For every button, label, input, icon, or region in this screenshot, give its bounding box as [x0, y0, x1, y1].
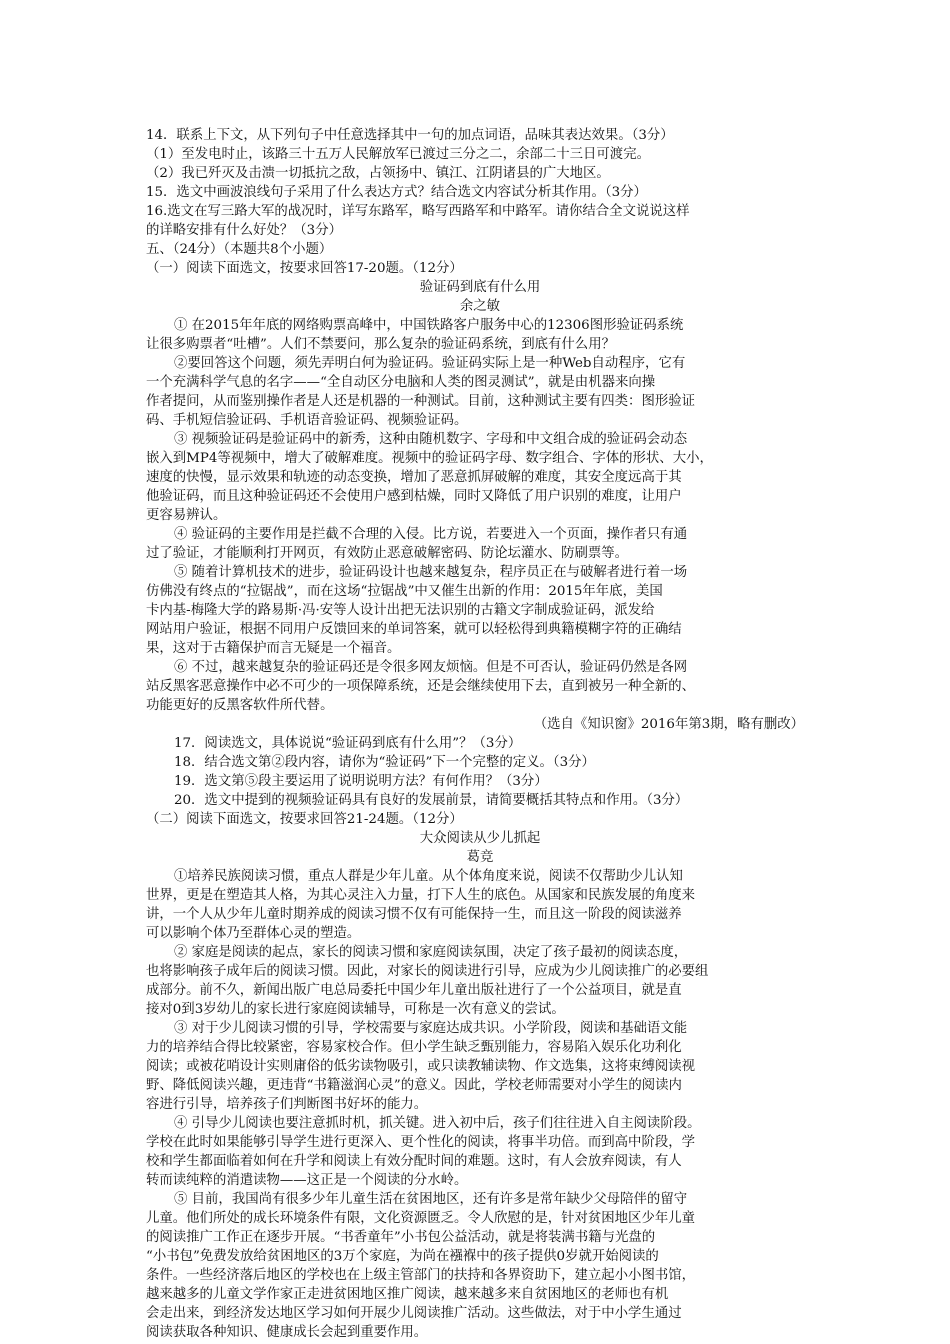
part-b-body — [146, 867, 814, 1304]
paragraph-line: 条件。一些经济落后地区的学校也在上级主管部门的扶持和各界资助下，建立起小小图书馆， — [146, 1268, 696, 1283]
part-a-author: 余之敏 — [459, 299, 501, 314]
part-b-intro: （二）阅读下面选文，按要求回答21-24题。（12分） — [146, 812, 463, 827]
question-20: 20．选文中提到的视频验证码具有良好的发展前景，请简要概括其特点和作用。（3分） — [174, 793, 689, 808]
paragraph-line: ③ 对于少儿阅读习惯的引导，学校需要与家庭达成共识。小学阶段，阅读和基础语文能 — [174, 1021, 688, 1036]
last-line-post: ，对于中小学生通过 — [561, 1306, 682, 1321]
paragraph-line: 他验证码，而且这种验证码还不会使用户感到枯燥，同时又降低了用户识别的难度，让用户 — [146, 489, 682, 504]
part-b-title: 大众阅读从少儿抓起 — [419, 831, 541, 846]
exam-page — [146, 126, 814, 1342]
paragraph-line: ①培养民族阅读习惯，重点人群是少年儿童。从个体角度来说，阅读不仅帮助少儿认知 — [174, 869, 683, 884]
paragraph-line: ④ 验证码的主要作用是拦截不合理的入侵。比方说，若要进入一个页面，操作者只有通 — [174, 527, 688, 542]
paragraph-line: 越来越多的儿童文学作家正走进贫困地区推广阅读，越来越多来自贫困地区的老师也有机 — [146, 1287, 669, 1302]
paragraph-line: 站反黑客恶意操作中必不可少的一项保障系统，还是会继续使用下去，直到被另一种全新的、 — [146, 679, 696, 694]
paragraph-line: 学校在此时如果能够引导学生进行更深入、更个性化的阅读，将事半功倍。而到高中阶段，学 — [146, 1135, 696, 1150]
paragraph-line: ④ 引导少儿阅读也要注意抓时机，抓关键。进入初中后，孩子们往往进入自主阅读阶段。 — [174, 1116, 701, 1131]
paragraph-line: 世界，更是在塑造其人格，为其心灵注入力量，打下人生的底色。从国家和民族发展的角度来 — [146, 888, 696, 903]
paragraph-line: ⑤ 随着计算机技术的进步，验证码设计也越来越复杂，程序员正在与破解者进行着一场 — [174, 565, 688, 580]
paragraph-line: 接对0到3岁幼儿的家长进行家庭阅读辅导，可称是一次有意义的尝试。 — [146, 1002, 565, 1017]
part-b-author: 葛竞 — [466, 850, 494, 865]
paragraph-line: ②要回答这个问题，须先弄明白何为验证码。验证码实际上是一种Web自动程序，它有 — [174, 356, 686, 371]
dotted-phrase: 这些做法 — [507, 1306, 562, 1321]
part-a-title: 验证码到底有什么用 — [419, 280, 541, 295]
question-18: 18．结合选文第②段内容，请你为“验证码”下一个完整的定义。（3分） — [174, 755, 595, 770]
paragraph-line: 儿童。他们所处的成长环境条件有限，文化资源匮乏。令人欣慰的是，针对贫困地区少年儿童 — [146, 1211, 696, 1226]
part-b-last-line — [146, 1304, 814, 1323]
question-17: 17．阅读选文，具体说说“验证码到底有什么用”？（3分） — [174, 736, 522, 751]
part-a-body — [146, 316, 814, 715]
paragraph-line: ⑥ 不过，越来越复杂的验证码还是令很多网友烦恼。但是不可否认，验证码仍然是各网 — [174, 660, 688, 675]
part-b-final-line: 阅读获取各种知识、健康成长会起到重要作用。 — [146, 1325, 428, 1340]
question-19: 19．选文第⑤段主要运用了说明说明方法？有何作用？（3分） — [174, 774, 548, 789]
paragraph-line: 速度的快慢，显示效果和轨迹的动态变换，增加了恶意抓屏破解的难度，其安全度远高于其 — [146, 470, 682, 485]
q16-line-1: 16.选文在写三路大军的战况时，详写东路军，略写西路军和中路军。请你结合全文说说这样 — [146, 204, 690, 219]
paragraph-line: 嵌入到MP4等视频中，增大了破解难度。视频中的验证码字母、数字组合、字体的形状、大小， — [146, 451, 713, 466]
q14-sentence-2: （2）我已歼灭及击溃一切抵抗之敌，占领扬中、镇江、江阴诸县的广大地区。 — [146, 166, 610, 181]
paragraph-line: 阅读；或被花哨设计实则庸俗的低劣读物吸引，或只读教辅读物、作文选集，这将束缚阅读视 — [146, 1059, 696, 1074]
paragraph-line: 转而读纯粹的消遣读物——这正是一个阅读的分水岭。 — [146, 1173, 468, 1188]
paragraph-line: 仿佛没有终点的“拉锯战”，而在这场“拉锯战”中又催生出新的作用：2015年年底，美国 — [146, 584, 663, 599]
paragraph-line: 码、手机短信验证码、手机语音验证码、视频验证码。 — [146, 413, 468, 428]
last-line-pre: 会走出来，到经济发达地区学习如何开展少儿阅读推广活动。 — [146, 1306, 508, 1321]
paragraph-line: 成部分。前不久，新闻出版广电总局委托中国少年儿童出版社进行了一个公益项目，就是直 — [146, 983, 682, 998]
section-5-heading: 五、（24分）（本题共8个小题） — [146, 242, 333, 257]
paragraph-line: 功能更好的反黑客软件所代替。 — [146, 698, 334, 713]
paragraph-line: 也将影响孩子成年后的阅读习惯。因此，对家长的阅读进行引导，应成为少儿阅读推广的必要组 — [146, 964, 709, 979]
paragraph-line: 作者提问，从而鉴别操作者是人还是机器的一种测试。目前，这种测试主要有四类：图形验证 — [146, 394, 696, 409]
paragraph-line: 一个充满科学气息的名字——“全自动区分电脑和人类的图灵测试”，就是由机器来向操 — [146, 375, 656, 390]
paragraph-line: 网站用户验证，根据不同用户反馈回来的单词答案，就可以轻松得到典籍模糊字符的正确结 — [146, 622, 682, 637]
paragraph-line: 更容易辨认。 — [146, 508, 227, 523]
q16-line-2: 的详略安排有什么好处？（3分） — [146, 223, 342, 238]
q15-text: 15．选文中画波浪线句子采用了什么表达方式？结合选文内容试分析其作用。（3分） — [146, 185, 647, 200]
paragraph-line: 的阅读推广工作正在逐步开展。“书香童年”小书包公益活动，就是将装满书籍与光盘的 — [146, 1230, 656, 1245]
paragraph-line: 过了验证，才能顺利打开网页，有效防止恶意破解密码、防论坛灌水、防刷票等。 — [146, 546, 629, 561]
paragraph-line: 果，这对于古籍保护而言无疑是一个福音。 — [146, 641, 401, 656]
paragraph-line: 容进行引导，培养孩子们判断图书好坏的能力。 — [146, 1097, 428, 1112]
paragraph-line: 校和学生都面临着如何在升学和阅读上有效分配时间的难题。这时，有人会放弃阅读，有人 — [146, 1154, 682, 1169]
paragraph-line: ⑤ 目前，我国尚有很多少年儿童生活在贫困地区，还有许多是常年缺少父母陪伴的留守 — [174, 1192, 688, 1207]
paragraph-line: “小书包”免费发放给贫困地区的3万个家庭，为尚在襁褓中的孩子提供0岁就开始阅读的 — [146, 1249, 659, 1264]
part-a-intro: （一）阅读下面选文，按要求回答17-20题。（12分） — [146, 261, 463, 276]
paragraph-line: ③ 视频验证码是验证码中的新秀，这种由随机数字、字母和中文组合成的验证码会动态 — [174, 432, 688, 447]
paragraph-line: ② 家庭是阅读的起点，家长的阅读习惯和家庭阅读氛围，决定了孩子最初的阅读态度， — [174, 945, 688, 960]
paragraph-line: 让很多购票者“吐槽”。人们不禁要问，那么复杂的验证码系统，到底有什么用？ — [146, 337, 615, 352]
paragraph-line: 可以影响个体乃至群体心灵的塑造。 — [146, 926, 361, 941]
paragraph-line: 卡内基-梅隆大学的路易斯·冯·安等人设计出把无法识别的古籍文字制成验证码，派发给 — [146, 603, 655, 618]
q14-text: 14．联系上下文，从下列句子中任意选择其中一句的加点词语，品味其表达效果。（3分） — [146, 128, 674, 143]
part-a-source: （选自《知识窗》2016年第3期，略有删改） — [533, 717, 804, 732]
paragraph-line: ① 在2015年年底的网络购票高峰中，中国铁路客户服务中心的12306图形验证码系统 — [174, 318, 684, 333]
paragraph-line: 讲，一个人从少年儿童时期养成的阅读习惯不仅有可能保持一生，而且这一阶段的阅读滋养 — [146, 907, 682, 922]
paragraph-line: 力的培养结合得比较紧密，容易家校合作。但小学生缺乏甄别能力，容易陷入娱乐化功利化 — [146, 1040, 682, 1055]
part-a-questions — [146, 734, 814, 810]
paragraph-line: 野、降低阅读兴趣，更违背“书籍滋润心灵”的意义。因此，学校老师需要对小学生的阅读内 — [146, 1078, 682, 1093]
q14-sentence-1: （1）至发电时止，该路三十五万人民解放军已渡过三分之二，余部二十三日可渡完。 — [146, 147, 650, 162]
